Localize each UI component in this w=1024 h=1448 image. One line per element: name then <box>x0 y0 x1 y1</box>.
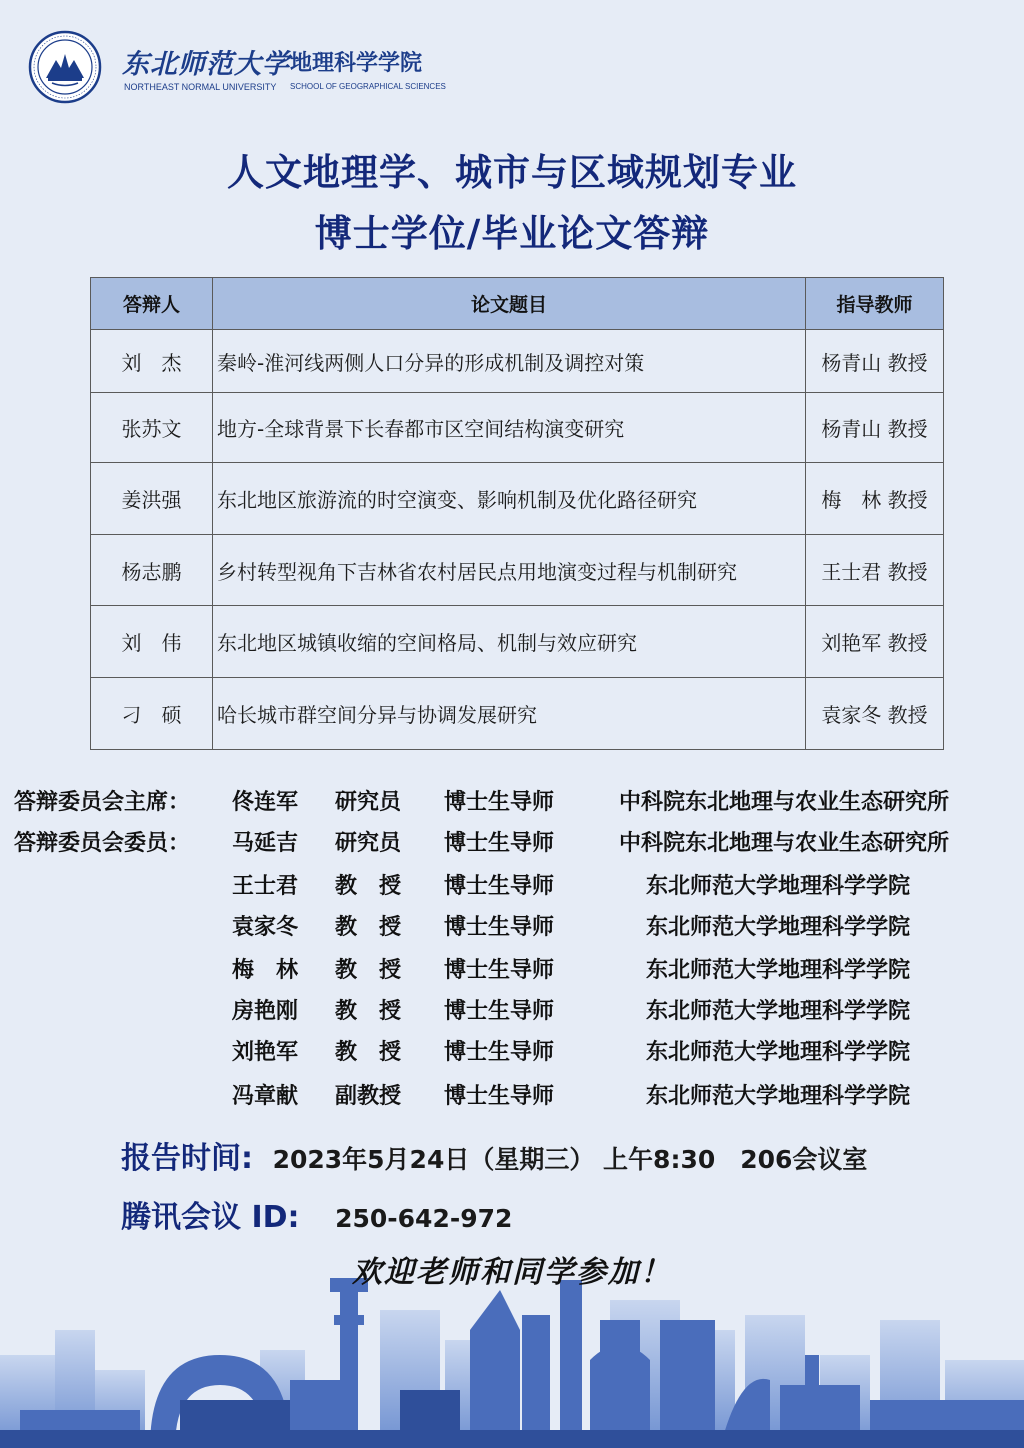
member-title: 研究员 <box>335 790 402 815</box>
report-time <box>121 1133 867 1177</box>
member-supervisor: 博士生导师 <box>444 1084 555 1109</box>
member-name: 袁家冬 <box>232 915 299 940</box>
school-name-en: SCHOOL OF GEOGRAPHICAL SCIENCES <box>290 82 446 91</box>
table-row <box>91 678 944 750</box>
meeting-id-value: 250-642-972 <box>335 1204 513 1233</box>
advisor-name: 王士君 教授 <box>806 535 944 606</box>
report-time-label: 报告时间: <box>121 1141 253 1176</box>
thesis-topic: 乡村转型视角下吉林省农村居民点用地演变过程与机制研究 <box>213 535 806 606</box>
member-supervisor: 博士生导师 <box>444 915 555 940</box>
member-name: 马延吉 <box>232 831 299 856</box>
member-supervisor: 博士生导师 <box>444 999 555 1024</box>
defender-name: 张苏文 <box>91 393 213 463</box>
thesis-topic: 哈长城市群空间分异与协调发展研究 <box>213 678 806 750</box>
defender-name: 刁 硕 <box>91 678 213 750</box>
page-title-line2: 博士学位/毕业论文答辩 <box>314 212 710 255</box>
member-name: 梅 林 <box>232 958 299 983</box>
committee-member-row <box>0 910 1024 944</box>
header-thesis-topic: 论文题目 <box>213 278 806 330</box>
member-supervisor: 博士生导师 <box>444 874 555 899</box>
member-institution: 东北师范大学地理科学学院 <box>646 1084 911 1109</box>
member-name: 王士君 <box>232 874 299 899</box>
member-title: 教 授 <box>335 874 402 899</box>
committee-member-row <box>0 994 1024 1028</box>
member-title: 教 授 <box>335 958 402 983</box>
member-institution: 中科院东北地理与农业生态研究所 <box>619 831 950 856</box>
welcome-message: 欢迎老师和同学参加！ <box>352 1255 672 1290</box>
table-header-row <box>91 278 944 330</box>
defender-name: 杨志鹏 <box>91 535 213 606</box>
member-title: 教 授 <box>335 1040 402 1065</box>
defense-table <box>90 277 944 750</box>
member-name: 刘艳军 <box>232 1040 299 1065</box>
member-supervisor: 博士生导师 <box>444 1040 555 1065</box>
advisor-name: 杨青山 教授 <box>806 393 944 463</box>
thesis-topic: 地方-全球背景下长春都市区空间结构演变研究 <box>213 393 806 463</box>
advisor-name: 袁家冬 教授 <box>806 678 944 750</box>
thesis-topic: 秦岭-淮河线两侧人口分异的形成机制及调控对策 <box>213 330 806 393</box>
committee-member-row <box>0 953 1024 987</box>
thesis-topic: 东北地区城镇收缩的空间格局、机制与效应研究 <box>213 606 806 678</box>
member-name: 房艳刚 <box>232 999 299 1024</box>
advisor-name: 梅 林 教授 <box>806 463 944 535</box>
member-supervisor: 博士生导师 <box>444 790 555 815</box>
table-row <box>91 463 944 535</box>
member-title: 教 授 <box>335 915 402 940</box>
member-name: 佟连军 <box>232 790 299 815</box>
university-name-cn: 东北师范大学 <box>122 49 290 80</box>
committee-member-row <box>0 1035 1024 1069</box>
page-title-line1: 人文地理学、城市与区域规划专业 <box>227 151 797 194</box>
header-defender: 答辩人 <box>91 278 213 330</box>
advisor-name: 刘艳军 教授 <box>806 606 944 678</box>
member-name: 冯章献 <box>232 1084 299 1109</box>
advisor-name: 杨青山 教授 <box>806 330 944 393</box>
table-row <box>91 393 944 463</box>
member-supervisor: 博士生导师 <box>444 958 555 983</box>
member-label: 答辩委员会委员： <box>14 831 191 856</box>
member-title: 副教授 <box>335 1084 402 1109</box>
committee-chair-row <box>0 785 1024 819</box>
header-advisor: 指导教师 <box>806 278 944 330</box>
header-logo <box>28 30 488 110</box>
member-institution: 东北师范大学地理科学学院 <box>646 915 911 940</box>
table-row <box>91 330 944 393</box>
member-institution: 东北师范大学地理科学学院 <box>646 1040 911 1065</box>
thesis-topic: 东北地区旅游流的时空演变、影响机制及优化路径研究 <box>213 463 806 535</box>
member-institution: 东北师范大学地理科学学院 <box>646 958 911 983</box>
report-time-value: 2023年5月24日（星期三） 上午8:30 206会议室 <box>272 1145 868 1174</box>
school-name-cn: 地理科学学院 <box>290 51 423 76</box>
table-row <box>91 606 944 678</box>
meeting-id-label: 腾讯会议 ID: <box>121 1200 300 1235</box>
chair-label: 答辩委员会主席： <box>14 790 191 815</box>
table-row <box>91 535 944 606</box>
committee-member-row <box>0 826 1024 860</box>
defender-name: 刘 伟 <box>91 606 213 678</box>
member-institution: 中科院东北地理与农业生态研究所 <box>619 790 950 815</box>
university-name-en: NORTHEAST NORMAL UNIVERSITY <box>124 82 277 92</box>
defender-name: 姜洪强 <box>91 463 213 535</box>
defender-name: 刘 杰 <box>91 330 213 393</box>
university-seal-icon <box>28 30 102 104</box>
committee-member-row <box>0 869 1024 903</box>
member-supervisor: 博士生导师 <box>444 831 555 856</box>
member-title: 研究员 <box>335 831 402 856</box>
member-institution: 东北师范大学地理科学学院 <box>646 999 911 1024</box>
member-title: 教 授 <box>335 999 402 1024</box>
committee-member-row <box>0 1079 1024 1113</box>
meeting-id <box>121 1192 512 1236</box>
member-institution: 东北师范大学地理科学学院 <box>646 874 911 899</box>
